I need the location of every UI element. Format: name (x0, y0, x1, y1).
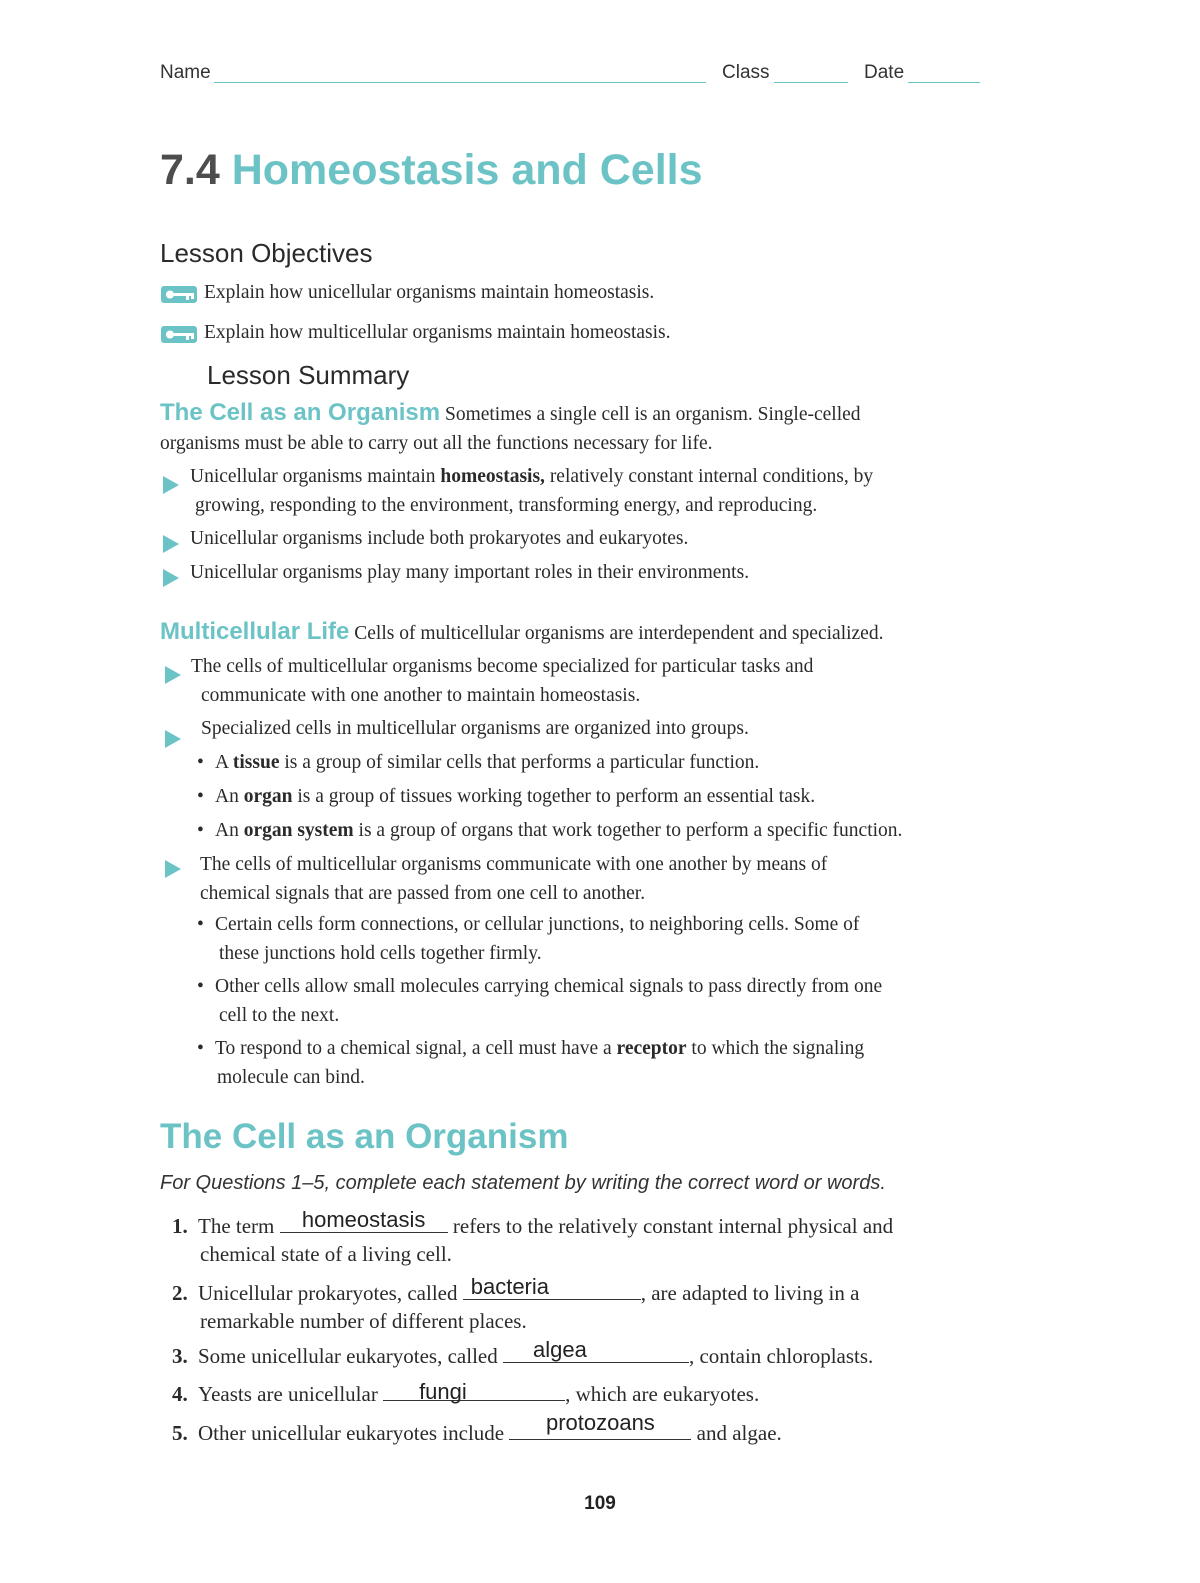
bullet-text: An (215, 786, 244, 807)
question-number: 4. (172, 1382, 188, 1406)
bullet-text: chemical signals that are passed from one cell to another. (200, 883, 646, 904)
answer-blank[interactable] (280, 1207, 448, 1233)
bullet-text: The cells of multicellular organisms communicate with one another by means of (200, 854, 828, 875)
title-name: Homeostasis and Cells (231, 146, 703, 194)
key-icon (160, 283, 198, 305)
answer-blank[interactable] (509, 1410, 691, 1440)
date-field[interactable] (908, 82, 980, 83)
question-text: remarkable number of different places. (200, 1309, 527, 1333)
page-title (160, 146, 703, 195)
question-4 (172, 1378, 759, 1408)
term-receptor: receptor (616, 1038, 687, 1059)
list-item: Specialized cells in multicellular organisms are organized into groups. (201, 718, 749, 739)
bullet-text: to which the signaling (686, 1038, 865, 1059)
answer-text: homeostasis (301, 1207, 426, 1232)
question-text: refers to the relatively constant internal physical and (447, 1214, 894, 1238)
date-label: Date (864, 62, 905, 83)
question-text: and algae. (691, 1421, 782, 1445)
question-number: 2. (172, 1281, 188, 1305)
question-text: chemical state of a living cell. (200, 1242, 452, 1266)
question-text: , are adapted to living in a (640, 1281, 860, 1305)
bullet-arrow-icon (163, 569, 179, 587)
page-number: 109 (584, 1493, 616, 1514)
question-2 (172, 1274, 860, 1335)
intro-line: organisms must be able to carry out all the functions necessary for life. (160, 433, 713, 454)
objective-item (160, 282, 654, 305)
name-label: Name (160, 62, 211, 83)
bullet-text: cell to the next. (219, 1005, 340, 1026)
bullet-text: these junctions hold cells together firmly. (219, 943, 542, 964)
question-text: Yeasts are unicellular (198, 1382, 384, 1406)
class-field[interactable] (774, 82, 848, 83)
objectives-heading: Lesson Objectives (160, 238, 373, 268)
sub-list-item: • An organ is a group of tissues working together to perform an essential task. (197, 786, 816, 807)
bullet-arrow-icon (165, 666, 181, 684)
term-tissue: tissue (232, 752, 280, 773)
cell-organism-lead: The Cell as an Organism (160, 399, 441, 426)
bullet-text: To respond to a chemical signal, a cell must have a (215, 1038, 617, 1059)
list-item (191, 652, 1051, 710)
key-icon (160, 323, 198, 345)
answer-text: algea (532, 1337, 587, 1362)
sub-list-item: • Certain cells form connections, or cellular junctions, to neighboring cells. Some of these junctions hold cells together firmly. (197, 914, 860, 964)
bullet-text: Other cells allow small molecules carrying chemical signals to pass directly from one (215, 976, 883, 997)
section-heading: The Cell as an Organism (160, 1117, 569, 1156)
question-text: , contain chloroplasts. (688, 1344, 874, 1368)
question-text: Other unicellular eukaryotes include (198, 1421, 510, 1445)
instructions: For Questions 1–5, complete each statement by writing the correct word or words. (160, 1172, 886, 1194)
bullet-text: growing, responding to the environment, transforming energy, and reproducing. (195, 495, 818, 516)
multicellular-lead: Multicellular Life (160, 618, 350, 645)
bullet-text: An (215, 820, 244, 841)
question-number: 3. (172, 1344, 188, 1368)
question-1 (172, 1207, 894, 1268)
name-field[interactable] (214, 82, 706, 83)
objective-text: Explain how unicellular organisms maintain homeostasis. (204, 282, 655, 303)
bullet-text: communicate with one another to maintain homeostasis. (201, 685, 641, 706)
bullet-text: Unicellular organisms maintain (190, 466, 441, 487)
intro-line: Sometimes a single cell is an organism. Single-celled (444, 404, 861, 425)
bullet-arrow-icon (165, 860, 181, 878)
question-text: The term (198, 1214, 280, 1238)
bullet-text: Certain cells form connections, or cellular junctions, to neighboring cells. Some of (215, 914, 860, 935)
answer-blank[interactable] (463, 1274, 641, 1300)
bullet-arrow-icon (163, 476, 179, 494)
question-5 (172, 1410, 782, 1447)
answer-blank[interactable] (383, 1378, 565, 1404)
bullet-text: The cells of multicellular organisms become specialized for particular tasks and (191, 656, 814, 677)
multicellular-intro (160, 617, 1060, 648)
summary-heading: Lesson Summary (207, 360, 410, 390)
answer-text: protozoans (545, 1410, 655, 1435)
question-3 (172, 1337, 874, 1370)
bullet-text: A (215, 752, 233, 773)
sub-list-item: • Other cells allow small molecules carrying chemical signals to pass directly from one cell to the next. (197, 976, 883, 1026)
sub-list-item: • An organ system is a group of organs that work together to perform a specific function. (197, 820, 903, 841)
bullet-text: is a group of tissues working together to perform an essential task. (292, 786, 816, 807)
objective-text: Explain how multicellular organisms maintain homeostasis. (204, 322, 671, 343)
term-homeostasis: homeostasis, (440, 466, 545, 487)
question-number: 5. (172, 1421, 188, 1445)
question-number: 1. (172, 1214, 188, 1238)
bullet-arrow-icon (165, 730, 181, 748)
list-item: Unicellular organisms play many important roles in their environments. (190, 562, 750, 583)
class-label: Class (722, 62, 770, 83)
term-organ: organ (243, 786, 293, 807)
answer-blank[interactable] (503, 1337, 689, 1363)
list-item (200, 850, 1060, 908)
sub-list-item: • A tissue is a group of similar cells that performs a particular function. (197, 752, 760, 773)
bullet-arrow-icon (163, 535, 179, 553)
objective-item (160, 322, 671, 345)
list-item (190, 462, 1050, 520)
question-text: Unicellular prokaryotes, called (198, 1281, 463, 1305)
bullet-text: is a group of similar cells that performs a particular function. (279, 752, 760, 773)
question-text: , which are eukaryotes. (565, 1382, 760, 1406)
question-text: Some unicellular eukaryotes, called (198, 1344, 503, 1368)
intro-line: Cells of multicellular organisms are interdependent and specialized. (354, 623, 884, 644)
bullet-text: molecule can bind. (217, 1067, 365, 1088)
answer-text: fungi (419, 1379, 467, 1404)
title-number: 7.4 (160, 146, 220, 194)
cell-organism-intro (160, 398, 1060, 458)
term-organ-system: organ system (243, 820, 354, 841)
answer-text: bacteria (470, 1274, 550, 1299)
list-item: Unicellular organisms include both prokaryotes and eukaryotes. (190, 528, 689, 549)
bullet-text: is a group of organs that work together to perform a specific function. (353, 820, 903, 841)
bullet-text: relatively constant internal conditions, by (544, 466, 874, 487)
sub-list-item: • To respond to a chemical signal, a cell must have a receptor to which the signaling molecule can bind. (197, 1038, 865, 1088)
